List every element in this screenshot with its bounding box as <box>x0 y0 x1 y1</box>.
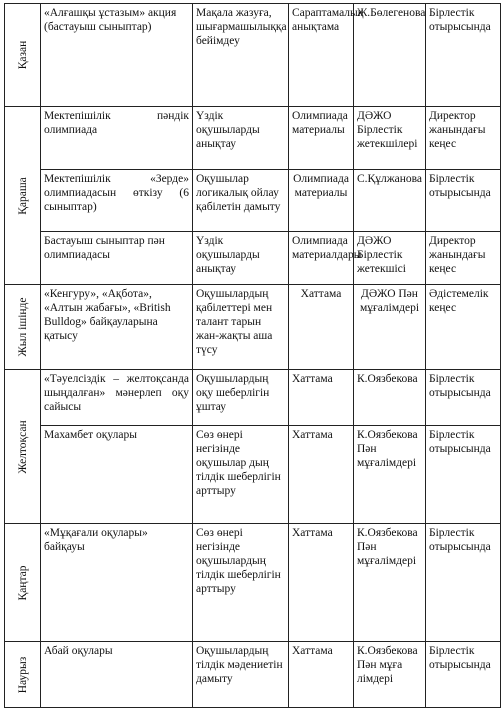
table-row <box>5 370 501 426</box>
month-cell <box>5 370 41 524</box>
responsible-cell: Ж.Бөлегенова <box>354 4 426 107</box>
where-cell: Бірлестік отырысында <box>426 370 501 426</box>
event-cell: Махамбет оқулары <box>41 426 193 524</box>
table-row <box>5 426 501 524</box>
responsible-cell: К.Оязбекова Пән мұға лімдері <box>354 642 426 708</box>
event-cell: Мектепішілік «Зерде» олимпиадасын өткізу (6 сыныптар) <box>41 170 193 232</box>
where-cell: Бірлестік отырысында <box>426 524 501 642</box>
goal-cell: Оқушылардың оқу шеберлігін ұштау <box>193 370 289 426</box>
table-row <box>5 285 501 370</box>
goal-cell: Мақала жазуға, шығармашылыққа бейімдеу <box>193 4 289 107</box>
event-cell: «Кенгуру», «Ақбота», «Алтын жабағы», «British Bulldog» байқауларына қатысу <box>41 285 193 370</box>
table-row <box>5 642 501 708</box>
event-cell: Мектепішілік пәндік олимпиада <box>41 107 193 170</box>
where-cell: Директор жанындағы кеңес <box>426 107 501 170</box>
responsible-cell: С.Құлжанова <box>354 170 426 232</box>
month-cell <box>5 524 41 642</box>
where-cell: Бірлестік отырысында <box>426 170 501 232</box>
goal-cell: Сөз өнері негізінде оқушылар дың тілдік шеберлігін арттыру <box>193 426 289 524</box>
form-cell: Олимпиада материалы <box>289 170 354 232</box>
table-row <box>5 232 501 285</box>
table-row <box>5 170 501 232</box>
where-cell: Бірлестік отырысында <box>426 4 501 107</box>
month-cell <box>5 642 41 708</box>
responsible-cell: К.Оязбекова <box>354 370 426 426</box>
goal-cell: Үздік оқушыларды анықтау <box>193 232 289 285</box>
month-label: Жыл ішінде <box>16 297 29 357</box>
event-cell: «Мұқағали оқулары» байқауы <box>41 524 193 642</box>
form-cell: Хаттама <box>289 370 354 426</box>
table-row <box>5 4 501 107</box>
month-label: Желтоқсан <box>16 419 29 474</box>
form-cell: Хаттама <box>289 524 354 642</box>
month-label: Қаңтар <box>16 565 29 600</box>
form-cell: Хаттама <box>289 426 354 524</box>
where-cell: Директор жанындағы кеңес <box>426 232 501 285</box>
responsible-cell: К.Оязбекова Пән мұғалімдері <box>354 524 426 642</box>
responsible-cell: ДӘЖО Бірлестік жетекшілері <box>354 107 426 170</box>
goal-cell: Оқушылардың тілдік мәдениетін дамыту <box>193 642 289 708</box>
month-cell <box>5 4 41 107</box>
goal-cell: Үздік оқушыларды анықтау <box>193 107 289 170</box>
goal-cell: Сөз өнері негізінде оқушылардың тілдік шеберлігін арттыру <box>193 524 289 642</box>
where-cell: Әдістемелік кеңес <box>426 285 501 370</box>
goal-cell: Оқушылар логикалық ойлау қабілетін дамыту <box>193 170 289 232</box>
month-label: Қараша <box>16 176 29 215</box>
event-cell: «Тәуелсіздік – желтоқсанда шыңдалған» мәнерлеп оқу сайысы <box>41 370 193 426</box>
where-cell: Бірлестік отырысында <box>426 642 501 708</box>
table-row <box>5 107 501 170</box>
event-cell: Бастауыш сыныптар пән олимпиадасы <box>41 232 193 285</box>
form-cell: Сараптамалық анықтама <box>289 4 354 107</box>
responsible-cell: К.Оязбекова Пән мұғалімдері <box>354 426 426 524</box>
goal-cell: Оқушылардың қабілеттері мен талант тарын жан-жақты аша түсу <box>193 285 289 370</box>
responsible-cell: ДӘЖО Бірлестік жетекшісі <box>354 232 426 285</box>
month-label: Наурыз <box>16 656 29 693</box>
form-cell: Олимпиада материалы <box>289 107 354 170</box>
month-cell <box>5 285 41 370</box>
table-row <box>5 524 501 642</box>
plan-table <box>4 3 501 708</box>
form-cell: Олимпиада материалдары <box>289 232 354 285</box>
event-cell: Абай оқулары <box>41 642 193 708</box>
event-cell: «Алғашқы ұстазым» акция (бастауыш сыныптар) <box>41 4 193 107</box>
responsible-cell: ДӘЖО Пән мұғалімдері <box>354 285 426 370</box>
form-cell: Хаттама <box>289 642 354 708</box>
form-cell: Хаттама <box>289 285 354 370</box>
where-cell: Бірлестік отырысында <box>426 426 501 524</box>
month-label: Қазан <box>16 40 29 70</box>
month-cell <box>5 107 41 285</box>
